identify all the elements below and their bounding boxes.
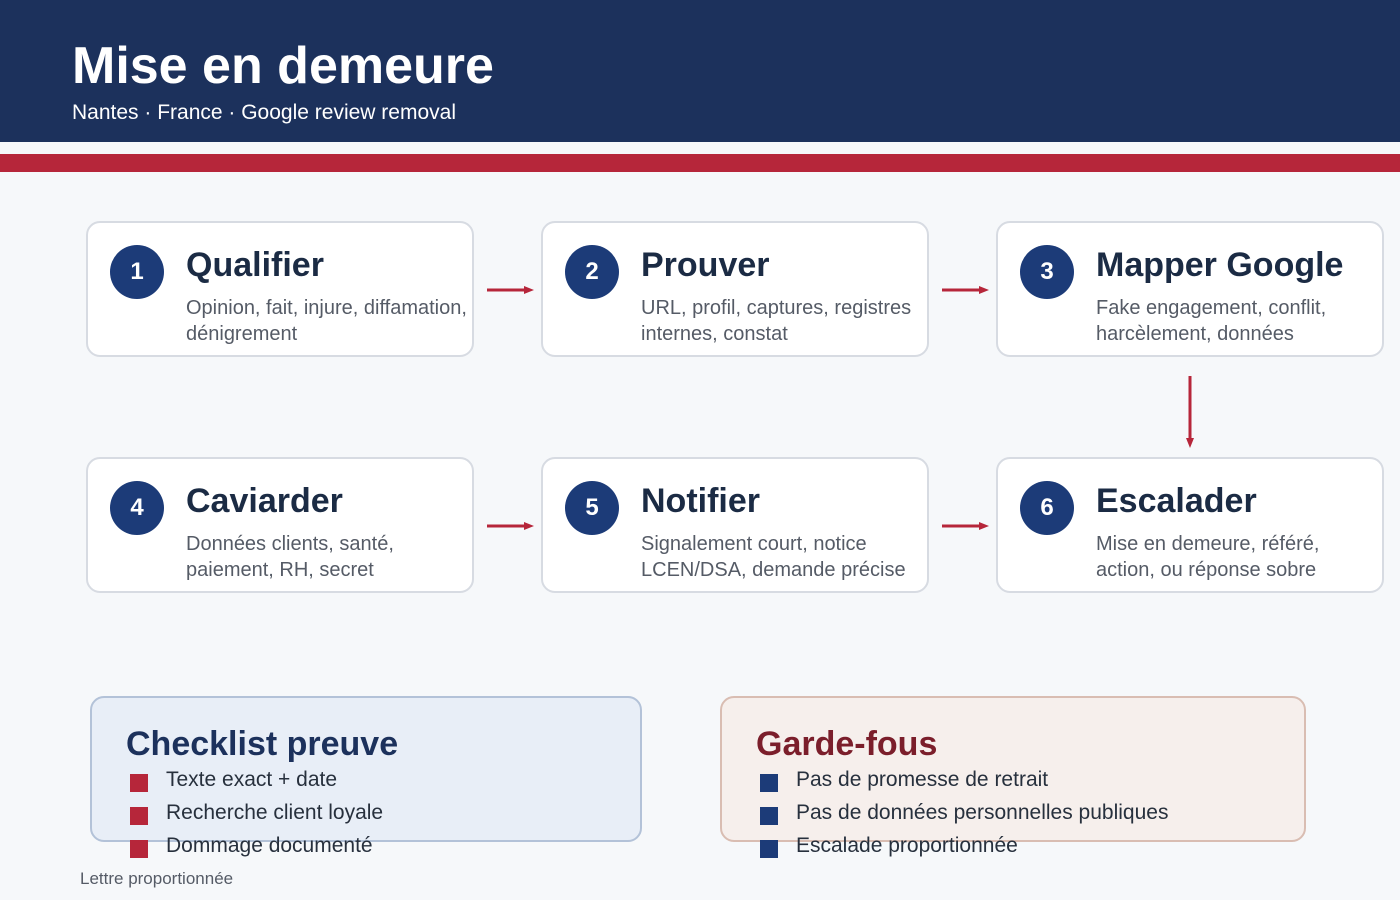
step-description: Données clients, santé, paiement, RH, secret — [186, 533, 394, 581]
step-card-prouver — [541, 221, 929, 357]
guardrail-item — [760, 832, 1168, 865]
checklist-item-label: Texte exact + date — [166, 768, 338, 791]
square-bullet-icon — [760, 807, 778, 825]
guardrail-item — [760, 799, 1168, 832]
square-bullet-icon — [760, 774, 778, 792]
checklist-item — [130, 799, 383, 832]
square-bullet-icon — [130, 807, 148, 825]
step-title: Notifier — [641, 482, 760, 520]
checklist-title: Checklist preuve — [126, 725, 399, 763]
step-title: Caviarder — [186, 482, 343, 520]
checklist-item — [130, 832, 383, 865]
step-description: Mise en demeure, référé, action, ou réponse sobre — [1096, 533, 1320, 581]
step-card-caviarder — [86, 457, 474, 593]
checklist-panel — [90, 696, 642, 857]
square-bullet-icon — [130, 840, 148, 858]
step-number-badge: 5 — [565, 481, 619, 535]
step-description: Fake engagement, conflit, harcèlement, données — [1096, 297, 1327, 345]
step-number-badge: 1 — [110, 245, 164, 299]
accent-band — [0, 154, 1400, 172]
page-title: Mise en demeure — [72, 37, 494, 95]
guardrails-panel — [720, 696, 1306, 857]
checklist-item-label: Dommage documenté — [166, 834, 373, 857]
header-banner — [0, 0, 1400, 142]
step-card-mapper-google — [996, 221, 1384, 357]
guardrail-item — [760, 766, 1168, 799]
step-card-notifier — [541, 457, 929, 593]
step-description: URL, profil, captures, registres internes, constat — [641, 297, 912, 345]
guardrail-item-label: Pas de promesse de retrait — [796, 768, 1049, 791]
step-number-badge: 3 — [1020, 245, 1074, 299]
step-title: Prouver — [641, 246, 770, 284]
checklist-item-label: Recherche client loyale — [166, 801, 384, 824]
step-card-escalader — [996, 457, 1384, 593]
step-description: Signalement court, notice LCEN/DSA, demande précise — [641, 533, 906, 581]
checklist-item — [130, 766, 383, 799]
step-description: Opinion, fait, injure, diffamation, dénigrement — [186, 297, 467, 345]
checklist-list — [130, 766, 383, 865]
guardrails-title: Garde-fous — [756, 725, 938, 763]
square-bullet-icon — [760, 840, 778, 858]
step-title: Qualifier — [186, 246, 324, 284]
step-title: Mapper Google — [1096, 246, 1344, 284]
guardrail-item-label: Escalade proportionnée — [796, 834, 1018, 857]
page-subtitle: Nantes · France · Google review removal — [72, 101, 456, 124]
step-title: Escalader — [1096, 482, 1257, 520]
step-number-badge: 4 — [110, 481, 164, 535]
step-number-badge: 2 — [565, 245, 619, 299]
step-card-qualifier — [86, 221, 474, 357]
guardrails-list — [760, 766, 1168, 865]
step-number-badge: 6 — [1020, 481, 1074, 535]
guardrail-item-label: Pas de données personnelles publiques — [796, 801, 1169, 824]
square-bullet-icon — [130, 774, 148, 792]
footer-note: Lettre proportionnée — [80, 869, 234, 888]
